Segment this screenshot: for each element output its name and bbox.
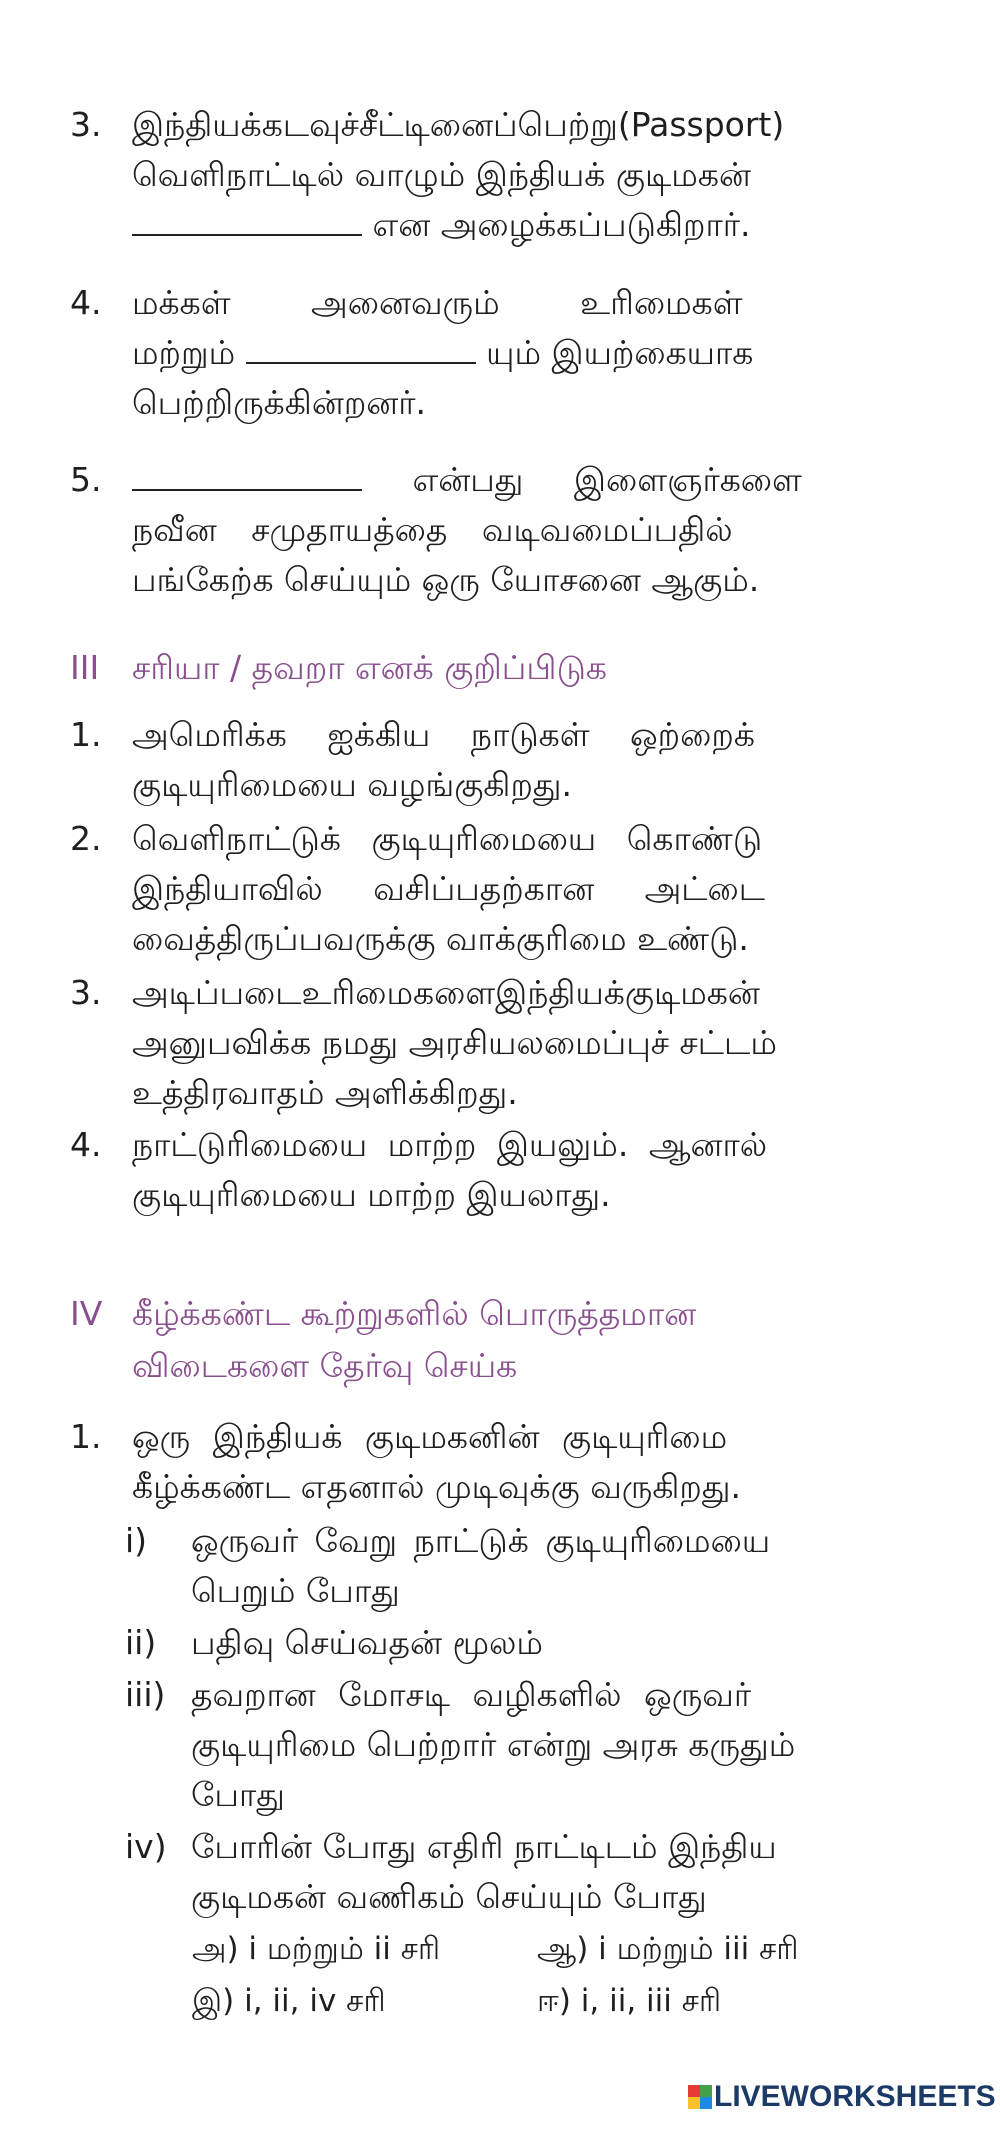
question-number: 1. bbox=[70, 715, 102, 754]
option-c[interactable]: இ) i, ii, iv சரி bbox=[192, 1983, 386, 2019]
question-line: பெற்றிருக்கின்றனர். bbox=[132, 383, 427, 422]
statement-line: போது bbox=[191, 1775, 285, 1814]
question-line: உத்திரவாதம் அளிக்கிறது. bbox=[132, 1073, 518, 1112]
answer-blank[interactable] bbox=[246, 336, 476, 364]
question-line-text: யும் இயற்கையாக bbox=[475, 333, 754, 372]
statement-line: குடியுரிமை பெற்றார் என்று அரசு கருதும் bbox=[191, 1725, 796, 1764]
question-line: பங்கேற்க செய்யும் ஒரு யோசனை ஆகும். bbox=[132, 560, 760, 599]
question-line: அடிப்படைஉரிமைகளைஇந்தியக்குடிமகன் bbox=[132, 973, 760, 1012]
question-line: வெளிநாட்டுக் குடியுரிமையை கொண்டு bbox=[132, 819, 763, 858]
statement-line: தவறான மோசடி வழிகளில் ஒருவர் bbox=[191, 1675, 752, 1714]
statement-text bbox=[191, 1670, 903, 1820]
question-line bbox=[132, 455, 902, 505]
question-text bbox=[132, 968, 902, 1118]
section-number: IV bbox=[70, 1294, 103, 1333]
question-line: மக்கள் அனைவரும் உரிமைகள் bbox=[132, 283, 743, 322]
question-number: 4. bbox=[70, 283, 102, 322]
statement-text bbox=[191, 1516, 903, 1616]
question-line: நாட்டுரிமையை மாற்ற இயலும். ஆனால் bbox=[132, 1125, 768, 1164]
question-line-text: என அழைக்கப்படுகிறார். bbox=[362, 205, 751, 244]
statement-line: ஒருவர் வேறு நாட்டுக் குடியுரிமையை bbox=[191, 1521, 771, 1560]
answer-blank[interactable] bbox=[132, 208, 362, 236]
option-a[interactable]: அ) i மற்றும் ii சரி bbox=[192, 1931, 441, 1967]
liveworksheets-logo-icon bbox=[688, 2085, 712, 2109]
question-text bbox=[132, 710, 902, 810]
question-line: ஒரு இந்தியக் குடிமகனின் குடியுரிமை bbox=[132, 1417, 728, 1456]
question-text bbox=[132, 1120, 902, 1220]
statement-text bbox=[191, 1618, 903, 1668]
section-title-line: விடைகளை தேர்வு செய்க bbox=[132, 1346, 518, 1385]
question-line: அனுபவிக்க நமது அரசியலமைப்புச் சட்டம் bbox=[132, 1023, 777, 1062]
question-number: 2. bbox=[70, 819, 102, 858]
question-text bbox=[132, 814, 902, 964]
question-line: நவீன சமுதாயத்தை வடிவமைப்பதில் bbox=[132, 510, 733, 549]
question-line: இந்தியாவில் வசிப்பதற்கான அட்டை bbox=[132, 869, 766, 908]
watermark-text: LIVEWORKSHEETS bbox=[714, 2080, 996, 2113]
liveworksheets-watermark bbox=[688, 2080, 996, 2114]
question-line: அமெரிக்க ஐக்கிய நாடுகள் ஒற்றைக் bbox=[132, 715, 755, 754]
statement-number: iv) bbox=[125, 1827, 167, 1866]
question-line: வெளிநாட்டில் வாழும் இந்தியக் குடிமகன் bbox=[132, 155, 751, 194]
section-title: சரியா / தவறா எனக் குறிப்பிடுக bbox=[132, 648, 608, 687]
question-text bbox=[132, 100, 902, 250]
answer-blank[interactable] bbox=[132, 463, 362, 491]
question-text bbox=[132, 278, 902, 428]
statement-number: ii) bbox=[125, 1623, 157, 1662]
statement-number: i) bbox=[125, 1521, 148, 1560]
question-line: இந்தியக்கடவுச்சீட்டினைப்பெற்று(Passport) bbox=[132, 105, 785, 144]
question-number: 3. bbox=[70, 973, 102, 1012]
statement-text bbox=[191, 1822, 903, 1922]
question-number: 5. bbox=[70, 460, 102, 499]
section-number: III bbox=[70, 648, 100, 687]
question-number: 4. bbox=[70, 1125, 102, 1164]
statement-line: குடிமகன் வணிகம் செய்யும் போது bbox=[191, 1877, 707, 1916]
question-line: வைத்திருப்பவருக்கு வாக்குரிமை உண்டு. bbox=[132, 919, 749, 958]
question-number: 1. bbox=[70, 1417, 102, 1456]
question-line bbox=[132, 328, 902, 378]
question-line: குடியுரிமையை வழங்குகிறது. bbox=[132, 765, 573, 804]
question-number: 3. bbox=[70, 105, 102, 144]
question-line: கீழ்க்கண்ட எதனால் முடிவுக்கு வருகிறது. bbox=[132, 1467, 741, 1506]
question-line: குடியுரிமையை மாற்ற இயலாது. bbox=[132, 1175, 611, 1214]
question-text bbox=[132, 455, 902, 605]
statement-line: போரின் போது எதிரி நாட்டிடம் இந்திய bbox=[191, 1827, 777, 1866]
statement-line: பதிவு செய்வதன் மூலம் bbox=[191, 1623, 543, 1662]
section-title-line: கீழ்க்கண்ட கூற்றுகளில் பொருத்தமான bbox=[132, 1294, 697, 1333]
question-text bbox=[132, 1412, 902, 1512]
question-line bbox=[132, 200, 902, 250]
statement-line: பெறும் போது bbox=[191, 1571, 400, 1610]
question-line-text: என்பது இளைஞர்களை bbox=[362, 460, 802, 499]
question-line-text: மற்றும் bbox=[132, 333, 246, 372]
option-b[interactable]: ஆ) i மற்றும் iii சரி bbox=[537, 1931, 799, 1967]
statement-number: iii) bbox=[125, 1675, 166, 1714]
option-d[interactable]: ஈ) i, ii, iii சரி bbox=[537, 1983, 722, 2019]
